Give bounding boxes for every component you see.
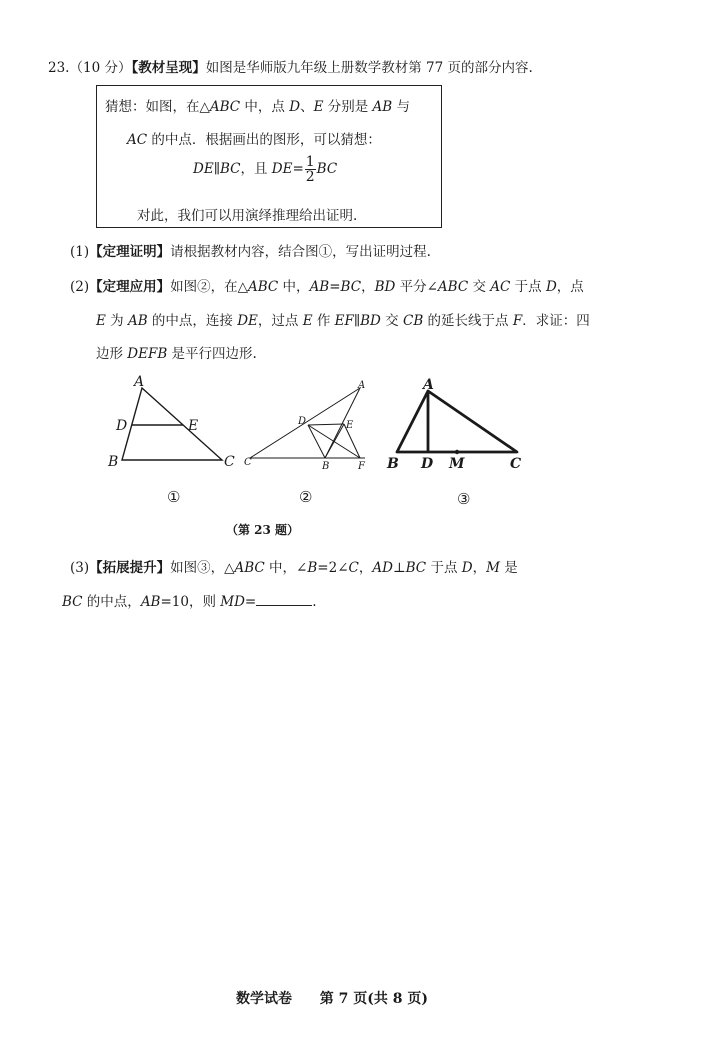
footer-page-number: 第 7 页(共 8 页) [319, 991, 428, 1007]
part-2-line-1: (2)【定理应用】如图②，在△ABC 中，AB=BC，BD 平分∠ABC 交 AC 于点 D，点 [70, 279, 584, 295]
fig2-label-f: F [358, 461, 365, 472]
triangle-abc [122, 388, 222, 460]
fig1-label-b: B [108, 454, 119, 470]
box-line-2: AC 的中点．根据画出的图形，可以猜想： [127, 132, 381, 148]
textbook-excerpt-box [96, 85, 442, 228]
part-2-line-3: 边形 DEFB 是平行四边形. [96, 346, 257, 362]
question-intro: 如图是华师版九年级上册数学教材第 77 页的部分内容. [205, 60, 533, 76]
fraction-one-half: $\frac{1}{2}$ [305, 154, 315, 185]
fig2-label-b: B [322, 461, 330, 472]
question-tag: 【教材呈现】 [131, 60, 206, 76]
footer-subject: 数学试卷 [236, 991, 292, 1007]
fig3-caption: ③ [457, 490, 471, 508]
fig3-label-b: B [387, 456, 399, 472]
question-number: 23. [48, 60, 70, 76]
fig3-label-a: A [423, 377, 434, 393]
box-line-1: 猜想：如图，在△ABC 中，点 D、E 分别是 AB 与 [105, 99, 410, 115]
question-score: （10 分） [69, 60, 132, 76]
page-footer [236, 988, 428, 1008]
question-header [48, 56, 533, 76]
fig1-label-c: C [224, 454, 235, 470]
figure-3 [385, 375, 535, 475]
fig1-label-d: D [116, 418, 128, 434]
fig1-caption: ① [167, 488, 181, 506]
fig2-label-d: D [298, 416, 307, 427]
fig2-label-a: A [358, 380, 366, 391]
box-line-4: 对此，我们可以用演绎推理给出证明. [137, 208, 358, 224]
part-3-line-1: (3)【拓展提升】如图③，△ABC 中，∠B=2∠C，AD⊥BC 于点 D，M 是 [70, 560, 518, 576]
fig3-label-c: C [510, 456, 522, 472]
fig2-caption: ② [299, 488, 313, 506]
fig1-label-e: E [188, 418, 199, 434]
part-1: (1)【定理证明】请根据教材内容，结合图①，写出证明过程. [70, 244, 431, 260]
midpoint-m-dot [455, 450, 459, 454]
part-2-line-2: E 为 AB 的中点，连接 DE，过点 E 作 EF∥BD 交 CB 的延长线于点 F．求证：四 [96, 313, 590, 329]
answer-blank[interactable] [256, 593, 312, 606]
figure-1 [100, 370, 240, 480]
segment-de [308, 424, 344, 425]
triangle-abc [397, 391, 517, 452]
fig2-label-e: E [346, 420, 354, 431]
figure-2 [240, 378, 380, 478]
figure-group-caption: （第 23 题） [226, 523, 300, 537]
fig2-label-c: C [244, 457, 252, 468]
part-3-line-2: BC 的中点，AB=10，则 MD= . [62, 594, 317, 610]
diagonal-eb [325, 424, 344, 458]
fig3-label-m: M [449, 456, 465, 472]
fig3-label-d: D [421, 456, 434, 472]
fig1-label-a: A [134, 374, 145, 390]
box-line-3: DE∥BC，且 DE= $\frac{1}{2}$ BC [193, 154, 338, 185]
